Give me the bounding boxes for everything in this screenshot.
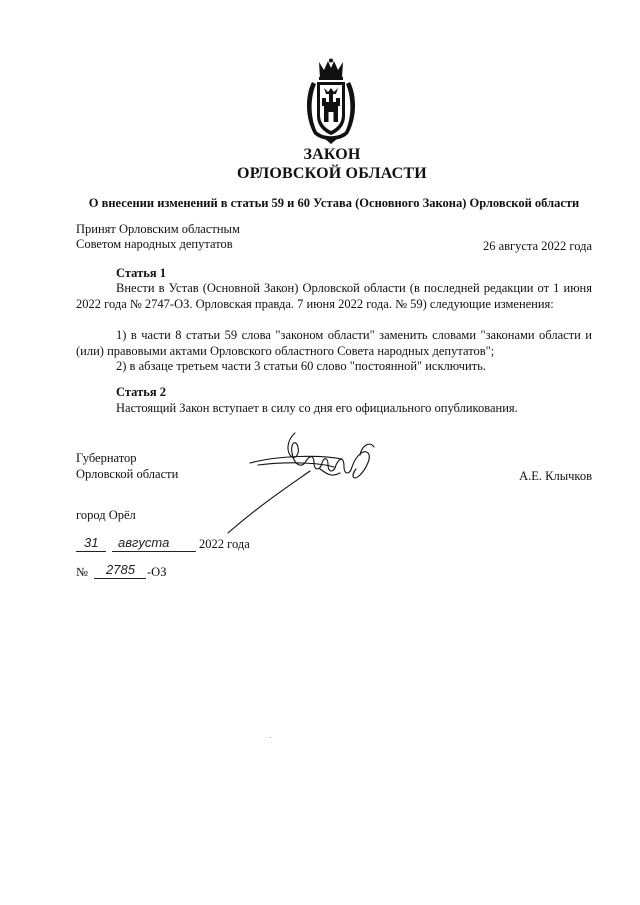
law-number: 2785 [106, 562, 135, 577]
article2-heading: Статья 2 [116, 385, 166, 399]
article1-item1 [76, 328, 592, 359]
month-underline [112, 551, 196, 552]
number-suffix: -ОЗ [147, 565, 167, 579]
article1-intro-text: Внести в Устав (Основной Закон) Орловской области (в последней редакции от 1 июня 2022 года № 2747-ОЗ. Орловская правда. 7 июня 2022 года. № 59) следующие изменения: [76, 281, 592, 311]
city-label: город Орёл [76, 508, 136, 522]
handwritten-signature [210, 425, 385, 540]
signing-year: 2022 года [199, 537, 250, 551]
signing-month: августа [118, 535, 170, 550]
adopted-line1: Принят Орловским областным [76, 222, 240, 236]
day-underline [76, 551, 106, 552]
signing-day: 31 [84, 535, 99, 550]
number-underline [94, 578, 146, 579]
law-subtitle: О внесении изменений в статьи 59 и 60 Устава (Основного Закона) Орловской области [88, 196, 580, 210]
adopted-date: 26 августа 2022 года [482, 239, 592, 253]
law-region-title: ОРЛОВСКОЙ ОБЛАСТИ [237, 165, 427, 182]
article2-text: Настоящий Закон вступает в силу со дня его официального опубликования. [116, 401, 518, 415]
article1-heading: Статья 1 [116, 266, 166, 280]
law-title: ЗАКОН [303, 146, 361, 163]
governor-position-line2: Орловской области [76, 467, 179, 481]
article1-item2 [76, 359, 592, 375]
number-sign: № [76, 565, 88, 579]
coat-of-arms-emblem [302, 58, 360, 144]
scan-speck [270, 737, 271, 738]
governor-name: А.Е. Клычков [519, 469, 592, 483]
governor-position-line1: Губернатор [76, 451, 137, 465]
article1-item1-text: 1) в части 8 статьи 59 слова "законом области" заменить словами "законами области и (или) правовыми актами Орловского областного Совета народных депутатов"; [76, 328, 592, 358]
article1-intro [76, 281, 592, 312]
article1-item2-text: 2) в абзаце третьем части 3 статьи 60 слово "постоянной" исключить. [116, 359, 486, 373]
adopted-line2: Советом народных депутатов [76, 237, 233, 251]
